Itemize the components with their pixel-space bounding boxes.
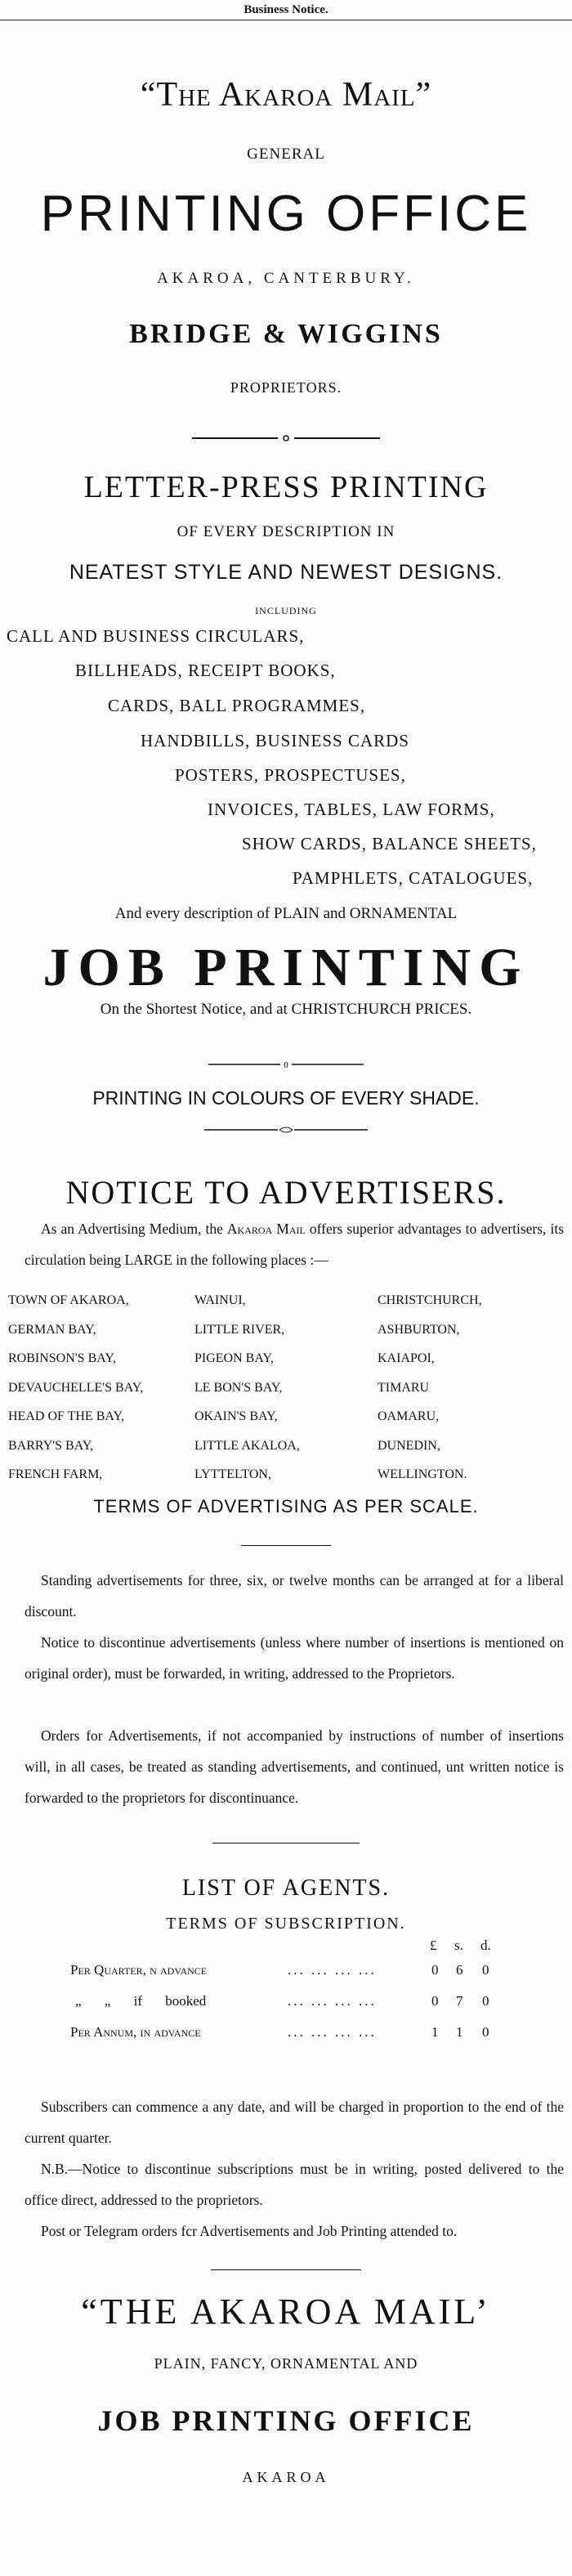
masthead-printing-office: PRINTING OFFICE bbox=[40, 186, 532, 242]
pounds-value: 0 bbox=[431, 1993, 439, 2009]
list-item: ASHBURTON, bbox=[378, 1322, 460, 1337]
subscription-label: Per Quarter, n advance bbox=[70, 1962, 208, 1978]
letterpress-heading: LETTER-PRESS PRINTING bbox=[83, 470, 489, 504]
list-item: TIMARU bbox=[378, 1380, 430, 1395]
list-item: OAMARU, bbox=[378, 1409, 440, 1423]
footer-job-printing-office: JOB PRINTING OFFICE bbox=[97, 2404, 475, 2437]
footer-akaroa: AKAROA bbox=[242, 2469, 330, 2485]
subscription-label: Per Annum, in advance bbox=[70, 2024, 201, 2040]
list-item: HEAD OF THE BAY, bbox=[8, 1409, 124, 1423]
list-item: FRENCH FARM, bbox=[8, 1467, 103, 1481]
page-header-label: Business Notice. bbox=[244, 3, 328, 16]
list-item: LITTLE RIVER, bbox=[194, 1322, 285, 1337]
masthead-general: GENERAL bbox=[247, 146, 325, 163]
ornamental-divider-2 bbox=[208, 1060, 364, 1069]
town-column-3 bbox=[378, 1286, 482, 1490]
town-column-2 bbox=[194, 1286, 300, 1490]
masthead-firm: BRIDGE & WIGGINS bbox=[129, 319, 443, 349]
pounds-value: 0 bbox=[431, 1962, 439, 1978]
list-item: DEVAUCHELLE'S BAY, bbox=[8, 1380, 144, 1395]
colours-heading: PRINTING IN COLOURS OF EVERY SHADE. bbox=[92, 1087, 480, 1109]
list-item: HANDBILLS, BUSINESS CARDS bbox=[141, 731, 409, 750]
pence-value: 0 bbox=[482, 1993, 489, 2009]
list-item: CARDS, BALL PROGRAMMES, bbox=[108, 696, 366, 715]
list-item: BILLHEADS, RECEIPT BOOKS, bbox=[75, 661, 336, 680]
neatest-style: NEATEST STYLE AND NEWEST DESIGNS. bbox=[69, 561, 503, 584]
pence-value: 0 bbox=[482, 1962, 489, 1978]
table-row bbox=[0, 2024, 572, 2049]
list-item: SHOW CARDS, BALANCE SHEETS, bbox=[242, 834, 537, 853]
list-item: CALL AND BUSINESS CIRCULARS, bbox=[7, 626, 305, 646]
shortest-notice: On the Shortest Notice, and at CHRISTCHURCH PRICES. bbox=[100, 1001, 472, 1018]
pounds-header: £ bbox=[430, 1938, 437, 1953]
paragraph-post-telegram bbox=[25, 2215, 564, 2247]
ornamental-divider-3 bbox=[204, 1125, 368, 1135]
paragraph-standing-ads bbox=[25, 1565, 564, 1627]
section-rule bbox=[212, 1843, 360, 1844]
job-printing-heading: JOB PRINTING bbox=[42, 938, 530, 997]
list-item: PAMPHLETS, CATALOGUES, bbox=[293, 868, 534, 888]
leader-dots: ... ... ... ... bbox=[288, 1962, 377, 1978]
terms-of-subscription-heading: TERMS OF SUBSCRIPTION. bbox=[166, 1915, 406, 1933]
paragraph-discontinue-ads bbox=[25, 1627, 564, 1689]
list-item: TOWN OF AKAROA, bbox=[8, 1293, 129, 1307]
paragraph-text: Subscribers can commence a any date, and will be charged in proportion to the end of the current quarter. bbox=[25, 2099, 564, 2146]
paragraph-text: Orders for Advertisements, if not accompanied by instructions of number of insertions will, in all cases, be treated as standing advertisements, and continued, unt written notice is forwarded to the proprietors for discontinuance. bbox=[25, 1727, 564, 1806]
paragraph-subscribers bbox=[25, 2091, 564, 2153]
leader-dots: ... ... ... ... bbox=[288, 2024, 377, 2040]
and-every-description: And every description of PLAIN and ORNAMENTAL bbox=[114, 905, 458, 922]
table-row bbox=[0, 1962, 572, 1987]
intro-before: As an Advertising Medium, the bbox=[41, 1221, 227, 1237]
list-item: LYTTELTON, bbox=[194, 1467, 271, 1481]
intro-paper-name: Akaroa Mail bbox=[226, 1221, 306, 1237]
currency-header-row bbox=[0, 1938, 572, 1962]
shillings-value: 7 bbox=[456, 1993, 463, 2009]
shillings-value: 1 bbox=[456, 2024, 463, 2040]
list-item: OKAIN'S BAY, bbox=[194, 1409, 278, 1423]
list-item: ROBINSON'S BAY, bbox=[8, 1351, 116, 1365]
masthead-title: “The Akaroa Mail” bbox=[140, 76, 432, 114]
section-rule bbox=[211, 2269, 361, 2270]
leader-dots: ... ... ... ... bbox=[288, 1993, 377, 2009]
list-item: BARRY'S BAY, bbox=[8, 1438, 94, 1453]
terms-of-advertising-heading: TERMS OF ADVERTISING AS PER SCALE. bbox=[93, 1496, 479, 1516]
intro-after: offers superior advantages to advertisers, its circulation being LARGE in the following places :— bbox=[25, 1221, 565, 1268]
paragraph-text: N.B.—Notice to discontinue subscriptions must be in writing, posted delivered to the office direct, addressed to the proprietors. bbox=[25, 2161, 564, 2208]
shillings-value: 6 bbox=[456, 1962, 463, 1978]
list-of-agents-heading: LIST OF AGENTS. bbox=[181, 1875, 391, 1901]
paragraph-text: Post or Telegram orders fcr Advertisements and Job Printing attended to. bbox=[41, 2223, 458, 2239]
list-item: LITTLE AKALOA, bbox=[194, 1438, 300, 1453]
paragraph-text: Standing advertisements for three, six, or twelve months can be arranged at for a liberal discount. bbox=[25, 1572, 564, 1620]
footer-plain-fancy: PLAIN, FANCY, ORNAMENTAL AND bbox=[154, 2355, 418, 2372]
footer-title: “THE AKAROA MAIL’ bbox=[81, 2292, 491, 2332]
paragraph-orders bbox=[25, 1720, 564, 1813]
table-row bbox=[0, 1993, 572, 2018]
pence-header: d. bbox=[480, 1938, 491, 1953]
masthead-location: AKAROA, CANTERBURY. bbox=[157, 270, 415, 287]
list-item: CHRISTCHURCH, bbox=[378, 1293, 482, 1307]
list-item: INVOICES, TABLES, LAW FORMS, bbox=[208, 800, 495, 819]
section-rule bbox=[241, 1545, 331, 1546]
notice-heading: NOTICE TO ADVERTISERS. bbox=[65, 1174, 507, 1211]
shillings-header: s. bbox=[454, 1938, 463, 1953]
paragraph-nb bbox=[25, 2153, 564, 2215]
list-item: LE BON'S BAY, bbox=[194, 1380, 283, 1395]
notice-intro-paragraph bbox=[25, 1213, 564, 1275]
svg-text:0: 0 bbox=[284, 1060, 288, 1069]
town-column-1 bbox=[8, 1286, 143, 1490]
list-item: DUNEDIN, bbox=[378, 1438, 440, 1453]
every-description: OF EVERY DESCRIPTION IN bbox=[177, 523, 395, 540]
list-item: WELLINGTON. bbox=[378, 1467, 467, 1481]
list-item: GERMAN BAY, bbox=[8, 1322, 96, 1337]
pence-value: 0 bbox=[482, 2024, 489, 2040]
list-item: WAINUI, bbox=[194, 1293, 246, 1307]
masthead-proprietors: PROPRIETORS. bbox=[230, 379, 342, 396]
list-item: PIGEON BAY, bbox=[194, 1351, 274, 1365]
including-label: INCLUDING bbox=[255, 605, 317, 616]
list-item: KAIAPOI, bbox=[378, 1351, 435, 1365]
list-item: POSTERS, PROSPECTUSES, bbox=[175, 765, 406, 785]
paragraph-text: Notice to discontinue advertisements (unless where number of insertions is mentioned on original order), must be forwarded, in writing, addressed to the Proprietors. bbox=[25, 1634, 564, 1682]
pounds-value: 1 bbox=[431, 2024, 439, 2040]
ornamental-divider-1 bbox=[192, 433, 380, 443]
subscription-label: „ „ if booked bbox=[75, 1993, 207, 2009]
